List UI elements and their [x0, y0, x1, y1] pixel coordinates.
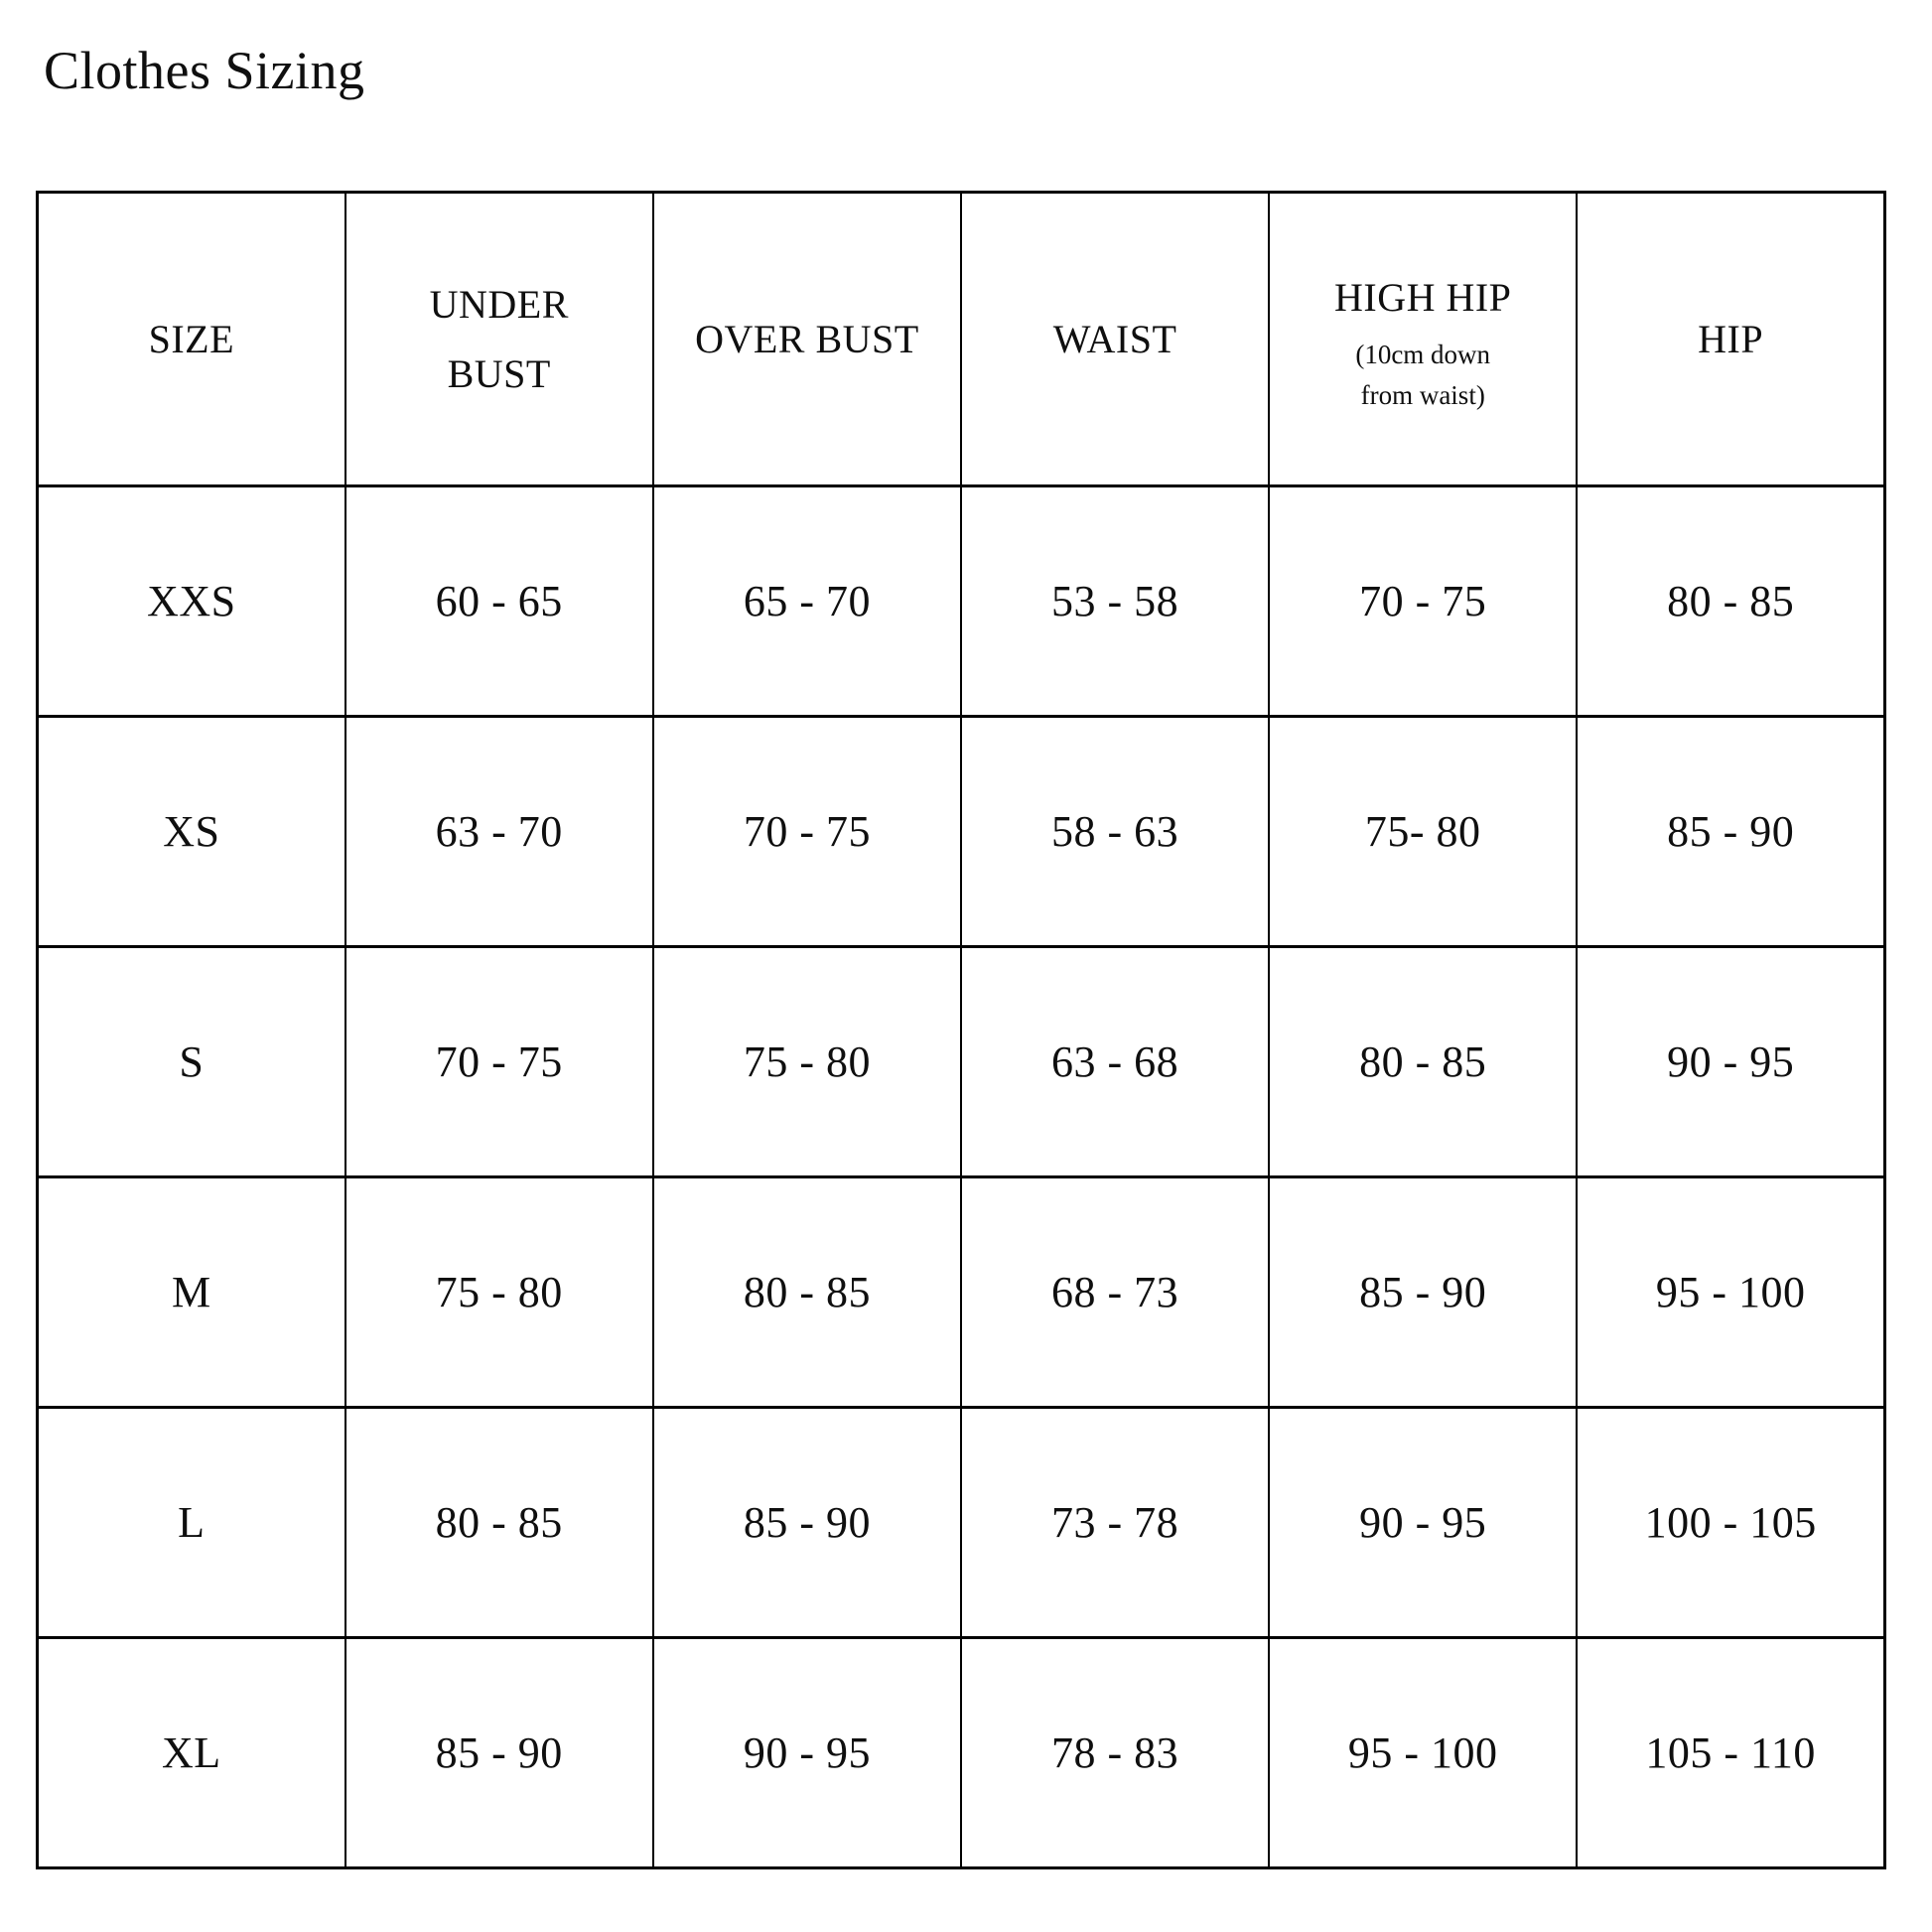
column-header-label: HIGH HIP [1333, 275, 1512, 320]
column-header-over-bust [653, 193, 961, 486]
hip-cell: 105 - 110 [1577, 1638, 1884, 1868]
high-hip-cell: 95 - 100 [1269, 1638, 1577, 1868]
column-header-subnote: (10cm down from waist) [1355, 340, 1491, 410]
under-bust-cell: 63 - 70 [345, 717, 653, 947]
column-header-waist [961, 193, 1269, 486]
waist-cell: 73 - 78 [961, 1408, 1269, 1638]
page-title: Clothes Sizing [44, 41, 365, 100]
hip-cell: 100 - 105 [1577, 1408, 1884, 1638]
under-bust-cell: 60 - 65 [345, 486, 653, 717]
column-header-under-bust [345, 193, 653, 486]
hip-cell: 80 - 85 [1577, 486, 1884, 717]
over-bust-cell: 75 - 80 [653, 947, 961, 1177]
table-row-l [38, 1408, 1885, 1638]
table-row-xxs [38, 486, 1885, 717]
over-bust-cell: 85 - 90 [653, 1408, 961, 1638]
column-header-label: OVER BUST [695, 316, 919, 361]
size-cell: XL [38, 1638, 345, 1868]
table-row-xs [38, 717, 1885, 947]
over-bust-cell: 90 - 95 [653, 1638, 961, 1868]
column-header-label: WAIST [1052, 316, 1177, 361]
waist-cell: 63 - 68 [961, 947, 1269, 1177]
column-header-high-hip [1269, 193, 1577, 486]
under-bust-cell: 75 - 80 [345, 1177, 653, 1408]
column-header-size [38, 193, 345, 486]
size-cell: L [38, 1408, 345, 1638]
table-row-m [38, 1177, 1885, 1408]
table-header [38, 193, 1885, 486]
size-cell: M [38, 1177, 345, 1408]
over-bust-cell: 80 - 85 [653, 1177, 961, 1408]
hip-cell: 85 - 90 [1577, 717, 1884, 947]
table-body [38, 486, 1885, 1868]
high-hip-cell: 80 - 85 [1269, 947, 1577, 1177]
waist-cell: 68 - 73 [961, 1177, 1269, 1408]
table-row-s [38, 947, 1885, 1177]
under-bust-cell: 80 - 85 [345, 1408, 653, 1638]
hip-cell: 95 - 100 [1577, 1177, 1884, 1408]
hip-cell: 90 - 95 [1577, 947, 1884, 1177]
column-header-label: UNDER BUST [429, 281, 569, 396]
high-hip-cell: 70 - 75 [1269, 486, 1577, 717]
size-cell: XS [38, 717, 345, 947]
table-row-xl [38, 1638, 1885, 1868]
column-header-hip [1577, 193, 1884, 486]
over-bust-cell: 65 - 70 [653, 486, 961, 717]
waist-cell: 58 - 63 [961, 717, 1269, 947]
column-header-label: SIZE [148, 316, 235, 361]
size-cell: XXS [38, 486, 345, 717]
over-bust-cell: 70 - 75 [653, 717, 961, 947]
under-bust-cell: 85 - 90 [345, 1638, 653, 1868]
high-hip-cell: 75- 80 [1269, 717, 1577, 947]
column-header-label: HIP [1698, 316, 1764, 361]
size-cell: S [38, 947, 345, 1177]
waist-cell: 78 - 83 [961, 1638, 1269, 1868]
waist-cell: 53 - 58 [961, 486, 1269, 717]
clothes-sizing-table [36, 191, 1886, 1869]
high-hip-cell: 85 - 90 [1269, 1177, 1577, 1408]
under-bust-cell: 70 - 75 [345, 947, 653, 1177]
high-hip-cell: 90 - 95 [1269, 1408, 1577, 1638]
header-row [38, 193, 1885, 486]
